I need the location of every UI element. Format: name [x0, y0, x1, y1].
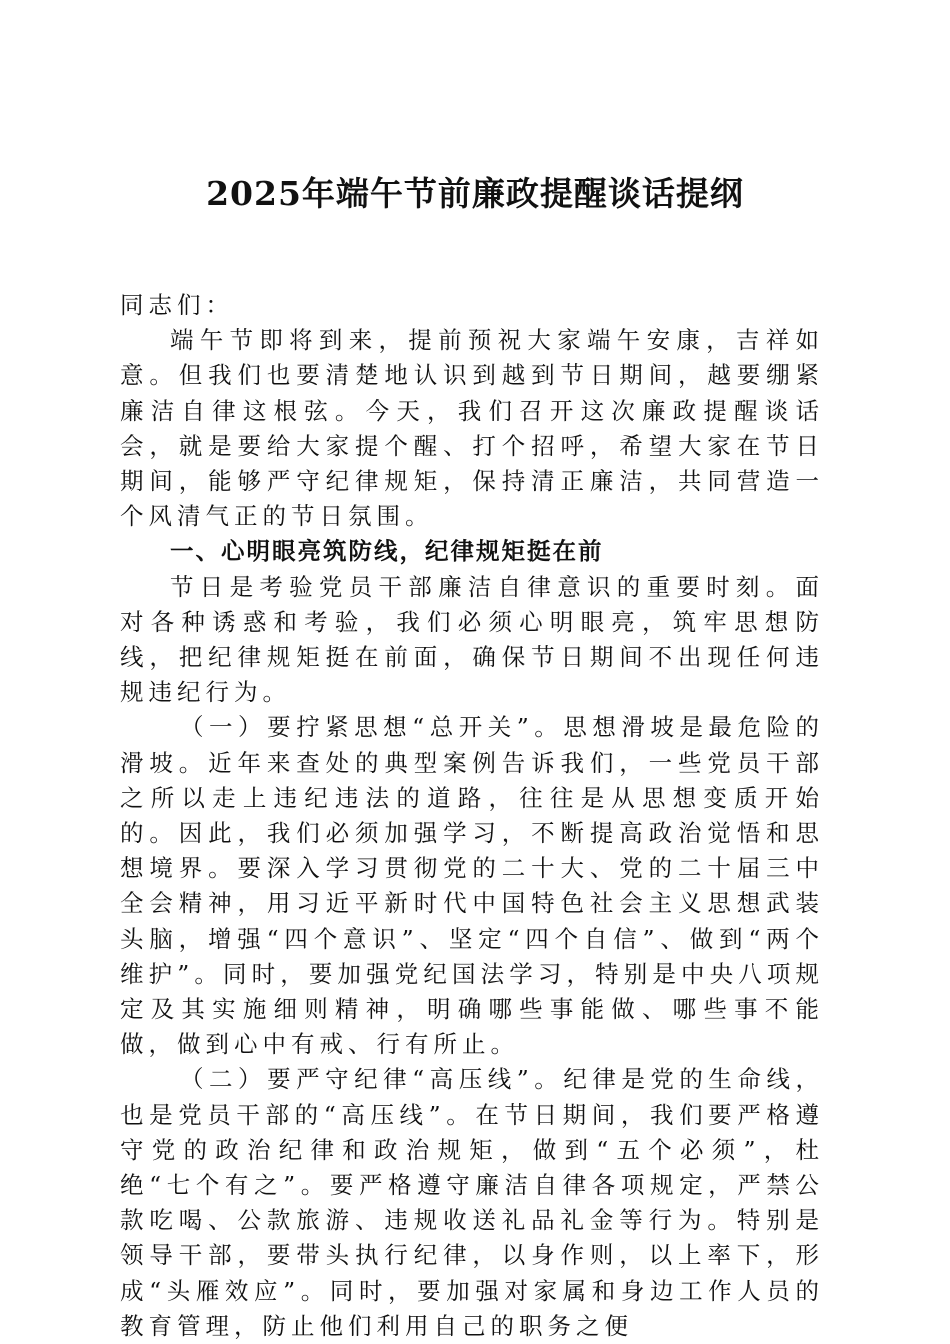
document-title: 2025年端午节前廉政提醒谈话提纲 — [206, 174, 744, 213]
document-body — [120, 288, 824, 1344]
point-1-paragraph: （一）要拧紧思想“总开关”。思想滑坡是最危险的滑坡。近年来查处的典型案例告诉我们，一些党员干部之所以走上违纪违法的道路，往往是从思想变质开始的。因此，我们必须加强学习，不断提高政治觉悟和思想境界。要深入学习贯彻党的二十大、党的二十届三中全会精神，用习近平新时代中国特色社会主义思想武装头脑，增强“四个意识”、坚定“四个自信”、做到“两个维护”。同时，要加强党纪国法学习，特别是中央八项规定及其实施细则精神，明确哪些事能做、哪些事不能做，做到心中有戒、行有所止。 — [120, 713, 824, 1059]
point-2-paragraph: （二）要严守纪律“高压线”。纪律是党的生命线，也是党员干部的“高压线”。在节日期间，我们要严格遵守党的政治纪律和政治规矩，做到“五个必须”，杜绝“七个有之”。要严格遵守廉洁自律各项规定，严禁公款吃喝、公款旅游、违规收送礼品礼金等行为。特别是领导干部，要带头执行纪律，以身作则，以上率下，形成“头雁效应”。同时，要加强对家属和身边工作人员的教育管理，防止他们利用自己的职务之便 — [120, 1065, 824, 1340]
section-1-paragraph: 节日是考验党员干部廉洁自律意识的重要时刻。面对各种诱惑和考验，我们必须心明眼亮，筑牢思想防线，把纪律规矩挺在前面，确保节日期间不出现任何违规违纪行为。 — [120, 572, 824, 707]
intro-paragraph: 端午节即将到来，提前预祝大家端午安康，吉祥如意。但我们也要清楚地认识到越到节日期间，越要绷紧廉洁自律这根弦。今天，我们召开这次廉政提醒谈话会，就是要给大家提个醒、打个招呼，希望大家在节日期间，能够严守纪律规矩，保持清正廉洁，共同营造一个风清气正的节日氛围。 — [120, 326, 824, 531]
section-1-heading: 一、心明眼亮筑防线，纪律规矩挺在前 — [170, 537, 604, 566]
salutation: 同志们： — [120, 291, 234, 319]
